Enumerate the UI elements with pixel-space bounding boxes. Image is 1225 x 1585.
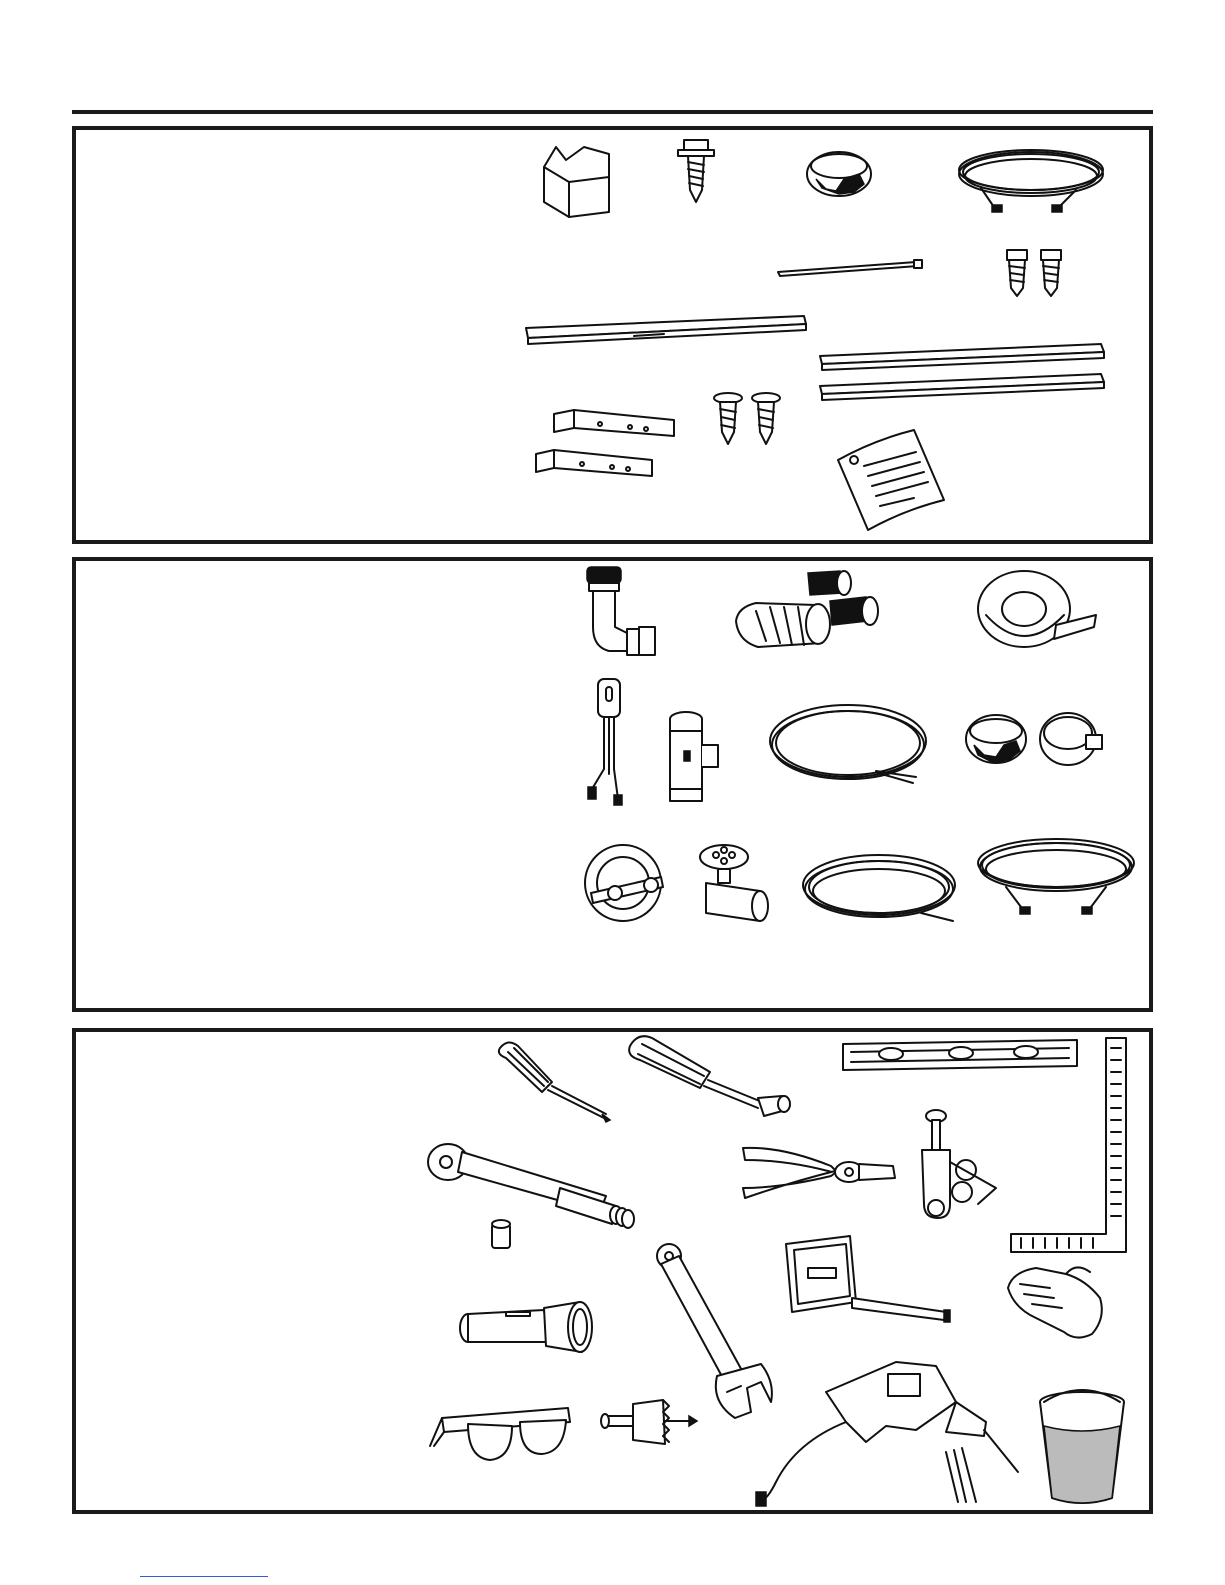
pliers-icon — [743, 1148, 895, 1198]
hex-screws-icon — [1007, 250, 1061, 296]
tape-roll-icon — [978, 571, 1096, 647]
nut-driver-icon — [629, 1036, 790, 1116]
tubing-coil-icon — [803, 855, 955, 921]
drill-icon — [756, 1362, 1018, 1506]
footer-link-underline[interactable] — [140, 1576, 268, 1577]
carpenter-square-icon — [1011, 1038, 1126, 1252]
tubing-cutter-icon — [922, 1110, 996, 1218]
phillips-screwdriver-icon — [499, 1042, 610, 1122]
coiled-hose-icon — [959, 150, 1103, 212]
power-cord-icon — [588, 679, 622, 805]
level-icon — [843, 1040, 1077, 1070]
wood-screws-icon — [714, 393, 780, 444]
braided-hose-icon — [978, 839, 1134, 914]
long-rail-icon — [526, 316, 806, 344]
hose-clamp-icon — [807, 152, 871, 196]
tape-measure-icon — [786, 1236, 950, 1322]
flashlight-icon — [460, 1302, 592, 1352]
adjustable-wrench-icon — [657, 1244, 772, 1418]
cable-tie-icon — [778, 260, 922, 276]
drain-tee-icon — [670, 712, 718, 801]
ratchet-socket-icon — [428, 1144, 634, 1248]
hole-saw-icon — [601, 1400, 697, 1444]
bracket-icon — [544, 147, 609, 217]
hex-screw-icon — [678, 140, 714, 202]
top-rule — [72, 110, 1153, 114]
hose-clamps-icon — [966, 713, 1102, 765]
shutoff-valve-icon — [700, 845, 768, 921]
copper-tubing-icon — [770, 705, 926, 783]
tools-illustrations — [76, 1032, 1149, 1510]
short-rails-icon — [820, 344, 1104, 400]
junction-box-icon — [585, 845, 663, 921]
gloves-icon — [1008, 1267, 1102, 1337]
parts-included-panel — [72, 126, 1153, 544]
document-icon — [838, 430, 944, 530]
bucket-icon — [1040, 1390, 1124, 1503]
parts-illustrations — [76, 130, 1149, 540]
materials-needed-panel — [72, 557, 1153, 1012]
mounting-brackets-icon — [536, 410, 674, 476]
wire-nuts-icon — [736, 571, 878, 647]
elbow-fitting-icon — [587, 567, 655, 655]
safety-glasses-icon — [430, 1408, 570, 1460]
tools-needed-panel — [72, 1028, 1153, 1514]
materials-illustrations — [76, 561, 1149, 1008]
